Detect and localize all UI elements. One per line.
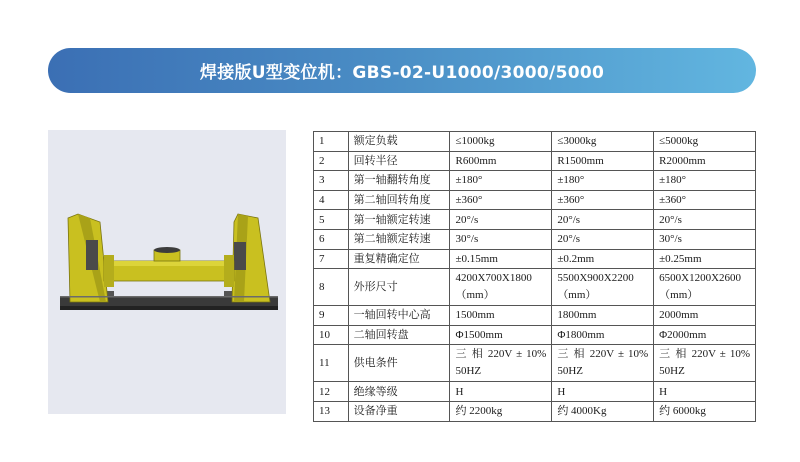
- value-u5000: 6500X1200X2600（mm）: [654, 269, 756, 306]
- value-u3000: R1500mm: [552, 151, 654, 171]
- table-row: [314, 210, 756, 230]
- value-u1000: Φ1500mm: [450, 325, 552, 345]
- value-u5000: H: [654, 382, 756, 402]
- row-number: 10: [314, 325, 349, 345]
- table-row: [314, 345, 756, 382]
- value-u1000: ±0.15mm: [450, 249, 552, 269]
- param-name: 第二轴额定转速: [348, 229, 450, 249]
- value-u3000: H: [552, 382, 654, 402]
- value-u5000: Φ2000mm: [654, 325, 756, 345]
- value-u3000: 20°/s: [552, 229, 654, 249]
- row-number: 8: [314, 269, 349, 306]
- row-number: 5: [314, 210, 349, 230]
- value-u1000: ±180°: [450, 171, 552, 191]
- value-u1000: H: [450, 382, 552, 402]
- value-u1000: 三 相 220V ± 10% 50HZ: [450, 345, 552, 382]
- value-u5000: R2000mm: [654, 151, 756, 171]
- table-row: [314, 306, 756, 326]
- table-row: [314, 171, 756, 191]
- u-type-positioner-machine-icon: [48, 130, 286, 414]
- value-u5000: 约 6000kg: [654, 401, 756, 421]
- value-u5000: ≤5000kg: [654, 132, 756, 152]
- value-u3000: 20°/s: [552, 210, 654, 230]
- param-name: 绝缘等级: [348, 382, 450, 402]
- value-u3000: ±360°: [552, 190, 654, 210]
- table-row: [314, 401, 756, 421]
- title-banner: [48, 48, 756, 93]
- row-number: 2: [314, 151, 349, 171]
- value-u5000: ±0.25mm: [654, 249, 756, 269]
- param-name: 第一轴翻转角度: [348, 171, 450, 191]
- param-name: 设备净重: [348, 401, 450, 421]
- table-row: [314, 151, 756, 171]
- param-name: 外形尺寸: [348, 269, 450, 306]
- row-number: 11: [314, 345, 349, 382]
- value-u3000: 约 4000Kg: [552, 401, 654, 421]
- value-u5000: 20°/s: [654, 210, 756, 230]
- value-u5000: 2000mm: [654, 306, 756, 326]
- value-u1000: 4200X700X1800（mm）: [450, 269, 552, 306]
- value-u1000: 1500mm: [450, 306, 552, 326]
- table-row: [314, 132, 756, 152]
- table-row: [314, 325, 756, 345]
- value-u1000: 30°/s: [450, 229, 552, 249]
- value-u5000: 三 相 220V ± 10% 50HZ: [654, 345, 756, 382]
- row-number: 1: [314, 132, 349, 152]
- value-u1000: 约 2200kg: [450, 401, 552, 421]
- value-u1000: ±360°: [450, 190, 552, 210]
- page-title: 焊接版U型变位机：GBS-02-U1000/3000/5000: [199, 63, 605, 83]
- value-u3000: Φ1800mm: [552, 325, 654, 345]
- value-u3000: ±180°: [552, 171, 654, 191]
- value-u3000: ±0.2mm: [552, 249, 654, 269]
- param-name: 重复精确定位: [348, 249, 450, 269]
- row-number: 3: [314, 171, 349, 191]
- param-name: 供电条件: [348, 345, 450, 382]
- param-name: 回转半径: [348, 151, 450, 171]
- param-name: 第一轴额定转速: [348, 210, 450, 230]
- value-u5000: ±180°: [654, 171, 756, 191]
- value-u3000: 5500X900X2200（mm）: [552, 269, 654, 306]
- table-row: [314, 382, 756, 402]
- row-number: 13: [314, 401, 349, 421]
- param-name: 二轴回转盘: [348, 325, 450, 345]
- value-u3000: ≤3000kg: [552, 132, 654, 152]
- param-name: 一轴回转中心高: [348, 306, 450, 326]
- table-row: [314, 249, 756, 269]
- value-u5000: ±360°: [654, 190, 756, 210]
- table-row: [314, 269, 756, 306]
- value-u3000: 三 相 220V ± 10% 50HZ: [552, 345, 654, 382]
- value-u3000: 1800mm: [552, 306, 654, 326]
- value-u1000: R600mm: [450, 151, 552, 171]
- table-row: [314, 229, 756, 249]
- product-image-panel: [48, 130, 286, 414]
- value-u5000: 30°/s: [654, 229, 756, 249]
- row-number: 9: [314, 306, 349, 326]
- param-name: 第二轴回转角度: [348, 190, 450, 210]
- table-row: [314, 190, 756, 210]
- row-number: 12: [314, 382, 349, 402]
- row-number: 6: [314, 229, 349, 249]
- value-u1000: ≤1000kg: [450, 132, 552, 152]
- spec-table: [313, 131, 756, 422]
- row-number: 7: [314, 249, 349, 269]
- param-name: 额定负载: [348, 132, 450, 152]
- value-u1000: 20°/s: [450, 210, 552, 230]
- row-number: 4: [314, 190, 349, 210]
